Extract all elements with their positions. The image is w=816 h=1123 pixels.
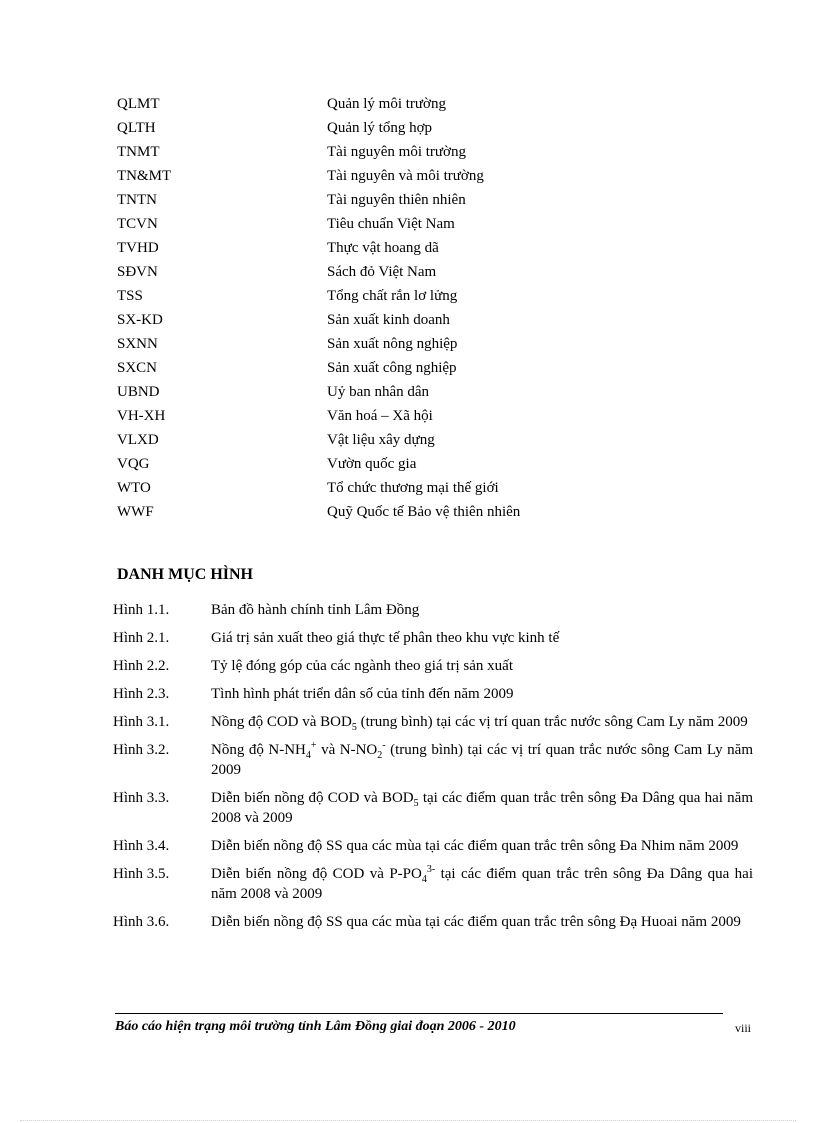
abbreviation-meaning: Tài nguyên thiên nhiên <box>327 192 466 208</box>
abbreviation-meaning: Thực vật hoang dã <box>327 240 439 256</box>
figure-number: Hình 3.2. <box>113 742 170 758</box>
figure-number: Hình 3.1. <box>113 714 170 730</box>
figure-caption <box>211 836 753 856</box>
abbreviation-code: VQG <box>117 456 150 472</box>
abbreviation-code: QLMT <box>117 96 160 112</box>
abbreviation-code: WWF <box>117 504 154 520</box>
caption-text: (trung bình) tại các vị trí quan trắc nước sông Cam Ly năm 2009 <box>356 714 748 730</box>
abbreviation-code: SĐVN <box>117 264 158 280</box>
subscript: 5 <box>351 722 357 733</box>
abbreviation-code: QLTH <box>117 120 156 136</box>
abbreviation-code: SXCN <box>117 360 158 376</box>
figure-entry <box>113 740 753 780</box>
abbreviation-meaning: Sách đỏ Việt Nam <box>327 264 437 280</box>
abbreviation-meaning: Quỹ Quốc tế Bảo vệ thiên nhiên <box>327 504 521 520</box>
abbreviation-meaning: Vật liệu xây dựng <box>327 432 435 448</box>
abbreviation-meaning: Văn hoá – Xã hội <box>327 408 433 424</box>
figure-caption <box>211 712 753 732</box>
abbreviation-code: TNTN <box>117 192 157 208</box>
abbreviation-meaning: Sản xuất nông nghiệp <box>327 336 458 352</box>
abbreviation-code: VLXD <box>117 432 159 448</box>
figure-caption <box>211 740 753 780</box>
caption-text: Diễn biến nồng độ SS qua các mùa tại các điểm quan trắc trên sông Đa Nhim năm 2009 <box>211 838 739 854</box>
caption-text: Tỷ lệ đóng góp của các ngành theo giá trị sản xuất <box>211 658 513 674</box>
caption-text: Bản đồ hành chính tỉnh Lâm Đồng <box>211 602 420 618</box>
subscript: 5 <box>413 798 419 809</box>
abbreviation-code: WTO <box>117 480 151 496</box>
figure-entry <box>113 788 753 828</box>
caption-text: tại các điểm quan trắc trên sông Đa Dâng qua hai năm 2008 và 2009 <box>211 790 753 826</box>
abbreviation-meaning: Tổ chức thương mại thế giới <box>327 480 499 496</box>
abbreviation-code: TNMT <box>117 144 160 160</box>
abbreviation-code: UBND <box>117 384 160 400</box>
abbreviation-code: TSS <box>117 288 143 304</box>
subscript: 4 <box>305 750 311 761</box>
footer-divider <box>115 1013 723 1014</box>
figure-caption <box>211 656 753 676</box>
abbreviation-meaning: Tài nguyên và môi trường <box>327 168 484 184</box>
caption-text: Nồng độ COD và BOD <box>211 714 352 730</box>
abbreviation-meaning: Uỷ ban nhân dân <box>327 384 430 400</box>
figure-entry <box>113 836 753 856</box>
caption-text: Diễn biến nồng độ SS qua các mùa tại các điểm quan trắc trên sông Đạ Huoai năm 2009 <box>211 914 741 930</box>
figure-number: Hình 2.3. <box>113 686 170 702</box>
figure-number: Hình 3.6. <box>113 914 170 930</box>
figure-caption <box>211 912 753 932</box>
figure-list <box>113 600 753 940</box>
superscript: 3- <box>426 864 436 875</box>
abbreviation-meaning: Quản lý tổng hợp <box>327 120 433 136</box>
abbreviation-meaning: Tổng chất rắn lơ lửng <box>327 288 458 304</box>
abbreviation-meaning: Sản xuất kinh doanh <box>327 312 450 328</box>
page-bottom-edge <box>20 1120 796 1121</box>
caption-text: Diễn biến nồng độ COD và BOD <box>211 790 414 806</box>
figure-caption <box>211 864 753 904</box>
figure-number: Hình 3.4. <box>113 838 170 854</box>
figure-number: Hình 3.3. <box>113 790 170 806</box>
figure-number: Hình 2.1. <box>113 630 170 646</box>
figure-number: Hình 2.2. <box>113 658 170 674</box>
abbreviation-meaning: Quản lý môi trường <box>327 96 446 112</box>
abbreviation-meaning: Sản xuất công nghiệp <box>327 360 457 376</box>
figure-entry <box>113 712 753 732</box>
abbreviation-meaning: Vườn quốc gia <box>327 456 417 472</box>
subscript: 2 <box>377 750 383 761</box>
figure-entry <box>113 684 753 704</box>
caption-text: (trung bình) tại các vị trí quan trắc nước sông Cam Ly năm 2009 <box>211 742 754 778</box>
superscript: + <box>310 740 317 751</box>
figure-entry <box>113 628 753 648</box>
abbreviation-code: SXNN <box>117 336 158 352</box>
abbreviation-meaning: Tài nguyên môi trường <box>327 144 466 160</box>
figure-caption <box>211 788 753 828</box>
caption-text: Tình hình phát triển dân số của tỉnh đến năm 2009 <box>211 686 514 702</box>
abbreviation-code: VH-XH <box>117 408 166 424</box>
caption-text: tại các điểm quan trắc trên sông Đa Dâng qua hai năm 2008 và 2009 <box>211 866 754 902</box>
abbreviation-code: SX-KD <box>117 312 163 328</box>
figure-number: Hình 1.1. <box>113 602 170 618</box>
figure-number: Hình 3.5. <box>113 866 170 882</box>
caption-text: Diễn biến nồng độ COD và P-PO <box>211 866 422 882</box>
caption-text: Giá trị sản xuất theo giá thực tế phân theo khu vực kinh tế <box>211 630 560 646</box>
abbreviation-code: TVHD <box>117 240 159 256</box>
figure-caption <box>211 684 753 704</box>
superscript: - <box>382 740 386 751</box>
caption-text: Nồng độ N-NH <box>211 742 306 758</box>
figure-entry <box>113 656 753 676</box>
figure-entry <box>113 600 753 620</box>
abbreviation-code: TCVN <box>117 216 158 232</box>
figure-entry <box>113 864 753 904</box>
figure-entry <box>113 912 753 932</box>
abbreviation-meaning: Tiêu chuẩn Việt Nam <box>327 216 455 232</box>
page-number: viii <box>735 1021 752 1035</box>
subscript: 4 <box>421 874 427 885</box>
caption-text: và N-NO <box>316 742 378 758</box>
figure-caption <box>211 628 753 648</box>
abbreviation-code: TN&MT <box>117 168 172 184</box>
figure-caption <box>211 600 753 620</box>
figure-list-heading: DANH MỤC HÌNH <box>117 566 253 583</box>
footer-report-title: Báo cáo hiện trạng môi trường tỉnh Lâm Đồng giai đoạn 2006 - 2010 <box>115 1019 516 1034</box>
